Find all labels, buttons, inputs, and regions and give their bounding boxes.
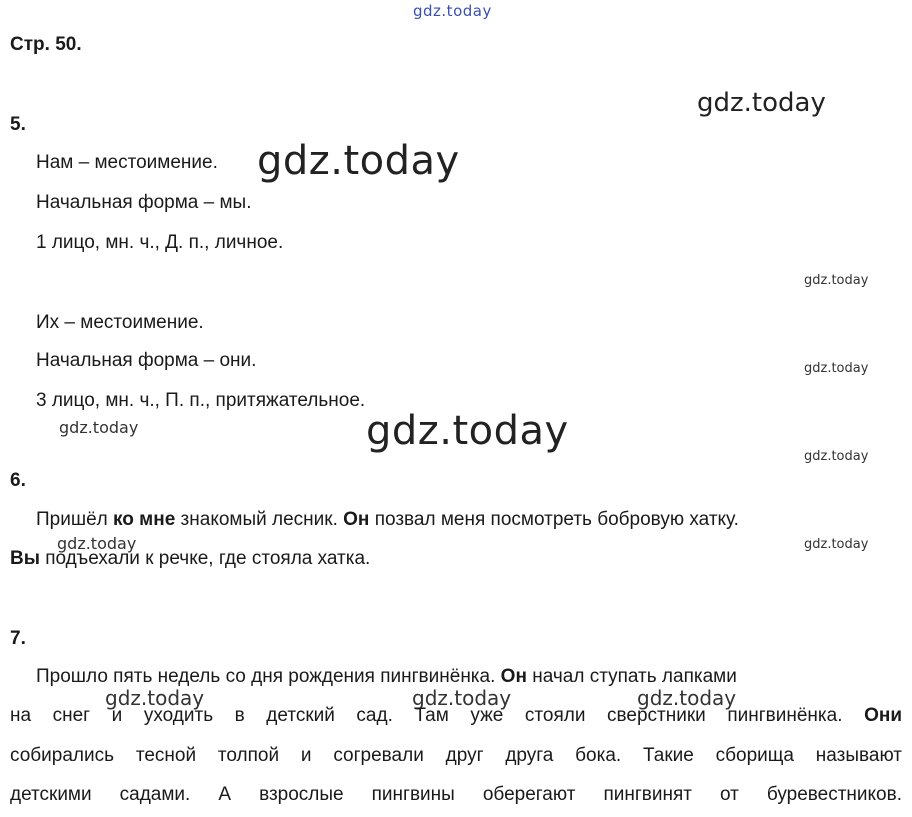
answer-line: [36, 666, 737, 688]
watermark: gdz.today: [257, 138, 460, 184]
answer-line: [10, 548, 370, 570]
answer-line: [10, 705, 902, 727]
answer-line: детскими садами. А взрослые пингвины оберегают пингвинят от буревестников.: [10, 784, 902, 805]
answer-line: собирались тесной толпой и согревали друг друга бока. Такие сборища называют: [10, 745, 902, 766]
watermark: gdz.today: [59, 418, 139, 437]
answer-line: 1 лицо, мн. ч., Д. п., личное.: [36, 232, 284, 253]
watermark: gdz.today: [637, 686, 737, 710]
text-segment: Прошло пять недель со дня рождения пингвинёнка.: [36, 666, 501, 687]
task-number: 6.: [10, 470, 26, 491]
text-segment: знакомый лесник.: [175, 509, 344, 530]
highlighted-pronoun: Они: [864, 705, 902, 726]
watermark: gdz.today: [804, 449, 869, 464]
task-number: 5.: [10, 114, 26, 135]
watermark: gdz.today: [105, 686, 205, 710]
watermark: gdz.today: [366, 408, 569, 454]
highlighted-pronoun: ко мне: [113, 509, 176, 530]
highlighted-pronoun: Вы: [10, 548, 40, 569]
watermark-top: gdz.today: [413, 2, 492, 20]
text-segment: начал ступать лапками: [526, 666, 737, 687]
text-segment: позвал меня посмотреть бобровую хатку.: [369, 509, 739, 530]
task-number: 7.: [10, 628, 26, 649]
highlighted-pronoun: Он: [500, 666, 527, 687]
watermark: gdz.today: [412, 686, 512, 710]
answer-line: Нам – местоимение.: [36, 152, 218, 173]
watermark: gdz.today: [804, 537, 869, 552]
watermark: gdz.today: [804, 273, 869, 288]
answer-line: Их – местоимение.: [36, 312, 204, 333]
text-segment: на снег и уходить в детский сад. Там уже стояли сверстники пингвинёнка.: [10, 705, 865, 726]
text-segment: Пришёл: [36, 509, 114, 530]
text-segment: подъехали к речке, где стояла хатка.: [39, 548, 371, 569]
answer-line: 3 лицо, мн. ч., П. п., притяжательное.: [36, 390, 366, 411]
watermark: gdz.today: [804, 361, 869, 376]
highlighted-pronoun: Он: [343, 509, 370, 530]
watermark: gdz.today: [57, 534, 137, 553]
watermark: gdz.today: [697, 88, 826, 118]
answer-line: Начальная форма – они.: [36, 350, 257, 371]
answer-line: Начальная форма – мы.: [36, 192, 252, 213]
page-reference: Стр. 50.: [10, 34, 82, 55]
answer-line: [36, 509, 739, 531]
